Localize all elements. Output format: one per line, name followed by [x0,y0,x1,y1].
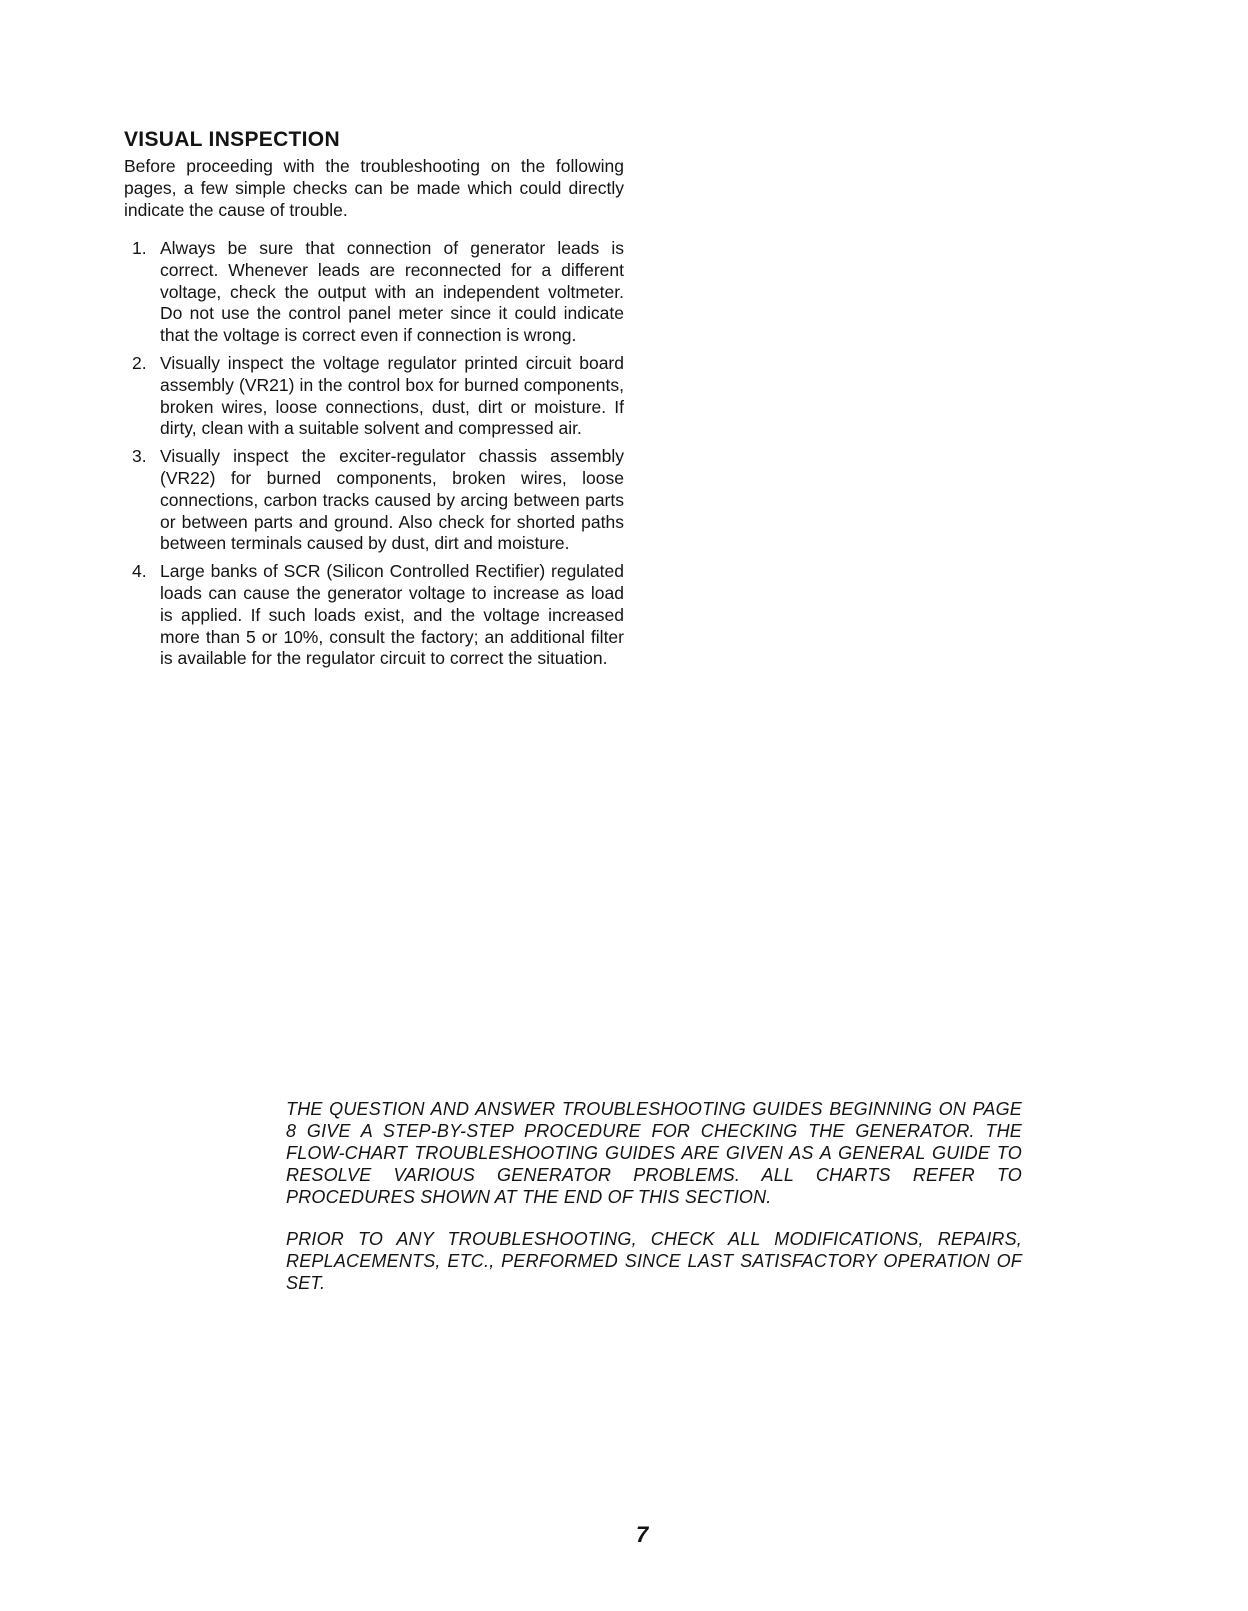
troubleshooting-notice [286,1098,1022,1314]
list-item [124,353,624,440]
list-item [124,446,624,555]
list-item [124,561,624,670]
notice-paragraph-modifications: PRIOR TO ANY TROUBLESHOOTING, CHECK ALL MODIFICATIONS, REPAIRS, REPLACEMENTS, ETC., PERFORMED SINCE LAST SATISFACTORY OPERATION OF SET. [286,1229,1022,1293]
list-item [124,238,624,347]
list-item-text: Always be sure that connection of generator leads is correct. Whenever leads are reconnected for a different voltage, check the output with an independent voltmeter. Do not use the control panel meter since it could indicate that the voltage is correct even if connection is wrong. [160,238,624,346]
list-item-number: 3. [132,446,147,467]
section-heading: VISUAL INSPECTION [124,128,340,151]
page-number: 7 [636,1522,649,1547]
list-item-number: 2. [132,352,147,373]
list-item-number: 1. [132,238,147,258]
list-item-text: Visually inspect the exciter-regulator chassis assembly (VR22) for burned components, broken wires, loose connections, carbon tracks caused by arcing between parts or between parts and ground. Also check for shorted paths between terminals caused by dust, dirt and moisture. [160,446,624,554]
section-intro: Before proceeding with the troubleshooting on the following pages, a few simple checks can be made which could directly indicate the cause of trouble. [124,156,624,220]
inspection-list [124,238,624,670]
list-item-number: 4. [132,561,147,582]
list-item-text: Visually inspect the voltage regulator printed circuit board assembly (VR21) in the control box for burned components, broken wires, loose connections, dust, dirt or moisture. If dirty, clean with a suitable solvent and compressed air. [160,352,624,439]
list-item-text: Large banks of SCR (Silicon Controlled Rectifier) regulated loads can cause the generator voltage to increase as load is applied. If such loads exist, and the voltage increased more than 5 or 10%, consult the factory; an additional filter is available for the regulator circuit to correct the situation. [160,561,624,669]
visual-inspection-section [124,128,624,676]
notice-paragraph-guides: THE QUESTION AND ANSWER TROUBLESHOOTING GUIDES BEGINNING ON PAGE 8 GIVE A STEP-BY-STEP PROCEDURE FOR CHECKING THE GENERATOR. THE FLOW-CHART TROUBLESHOOTING GUIDES ARE GIVEN AS A GENERAL GUIDE TO RESOLVE VARIOUS GENERATOR PROBLEMS. ALL CHARTS REFER TO PROCEDURES SHOWN AT THE END OF THIS SECTION. [286,1099,1022,1207]
